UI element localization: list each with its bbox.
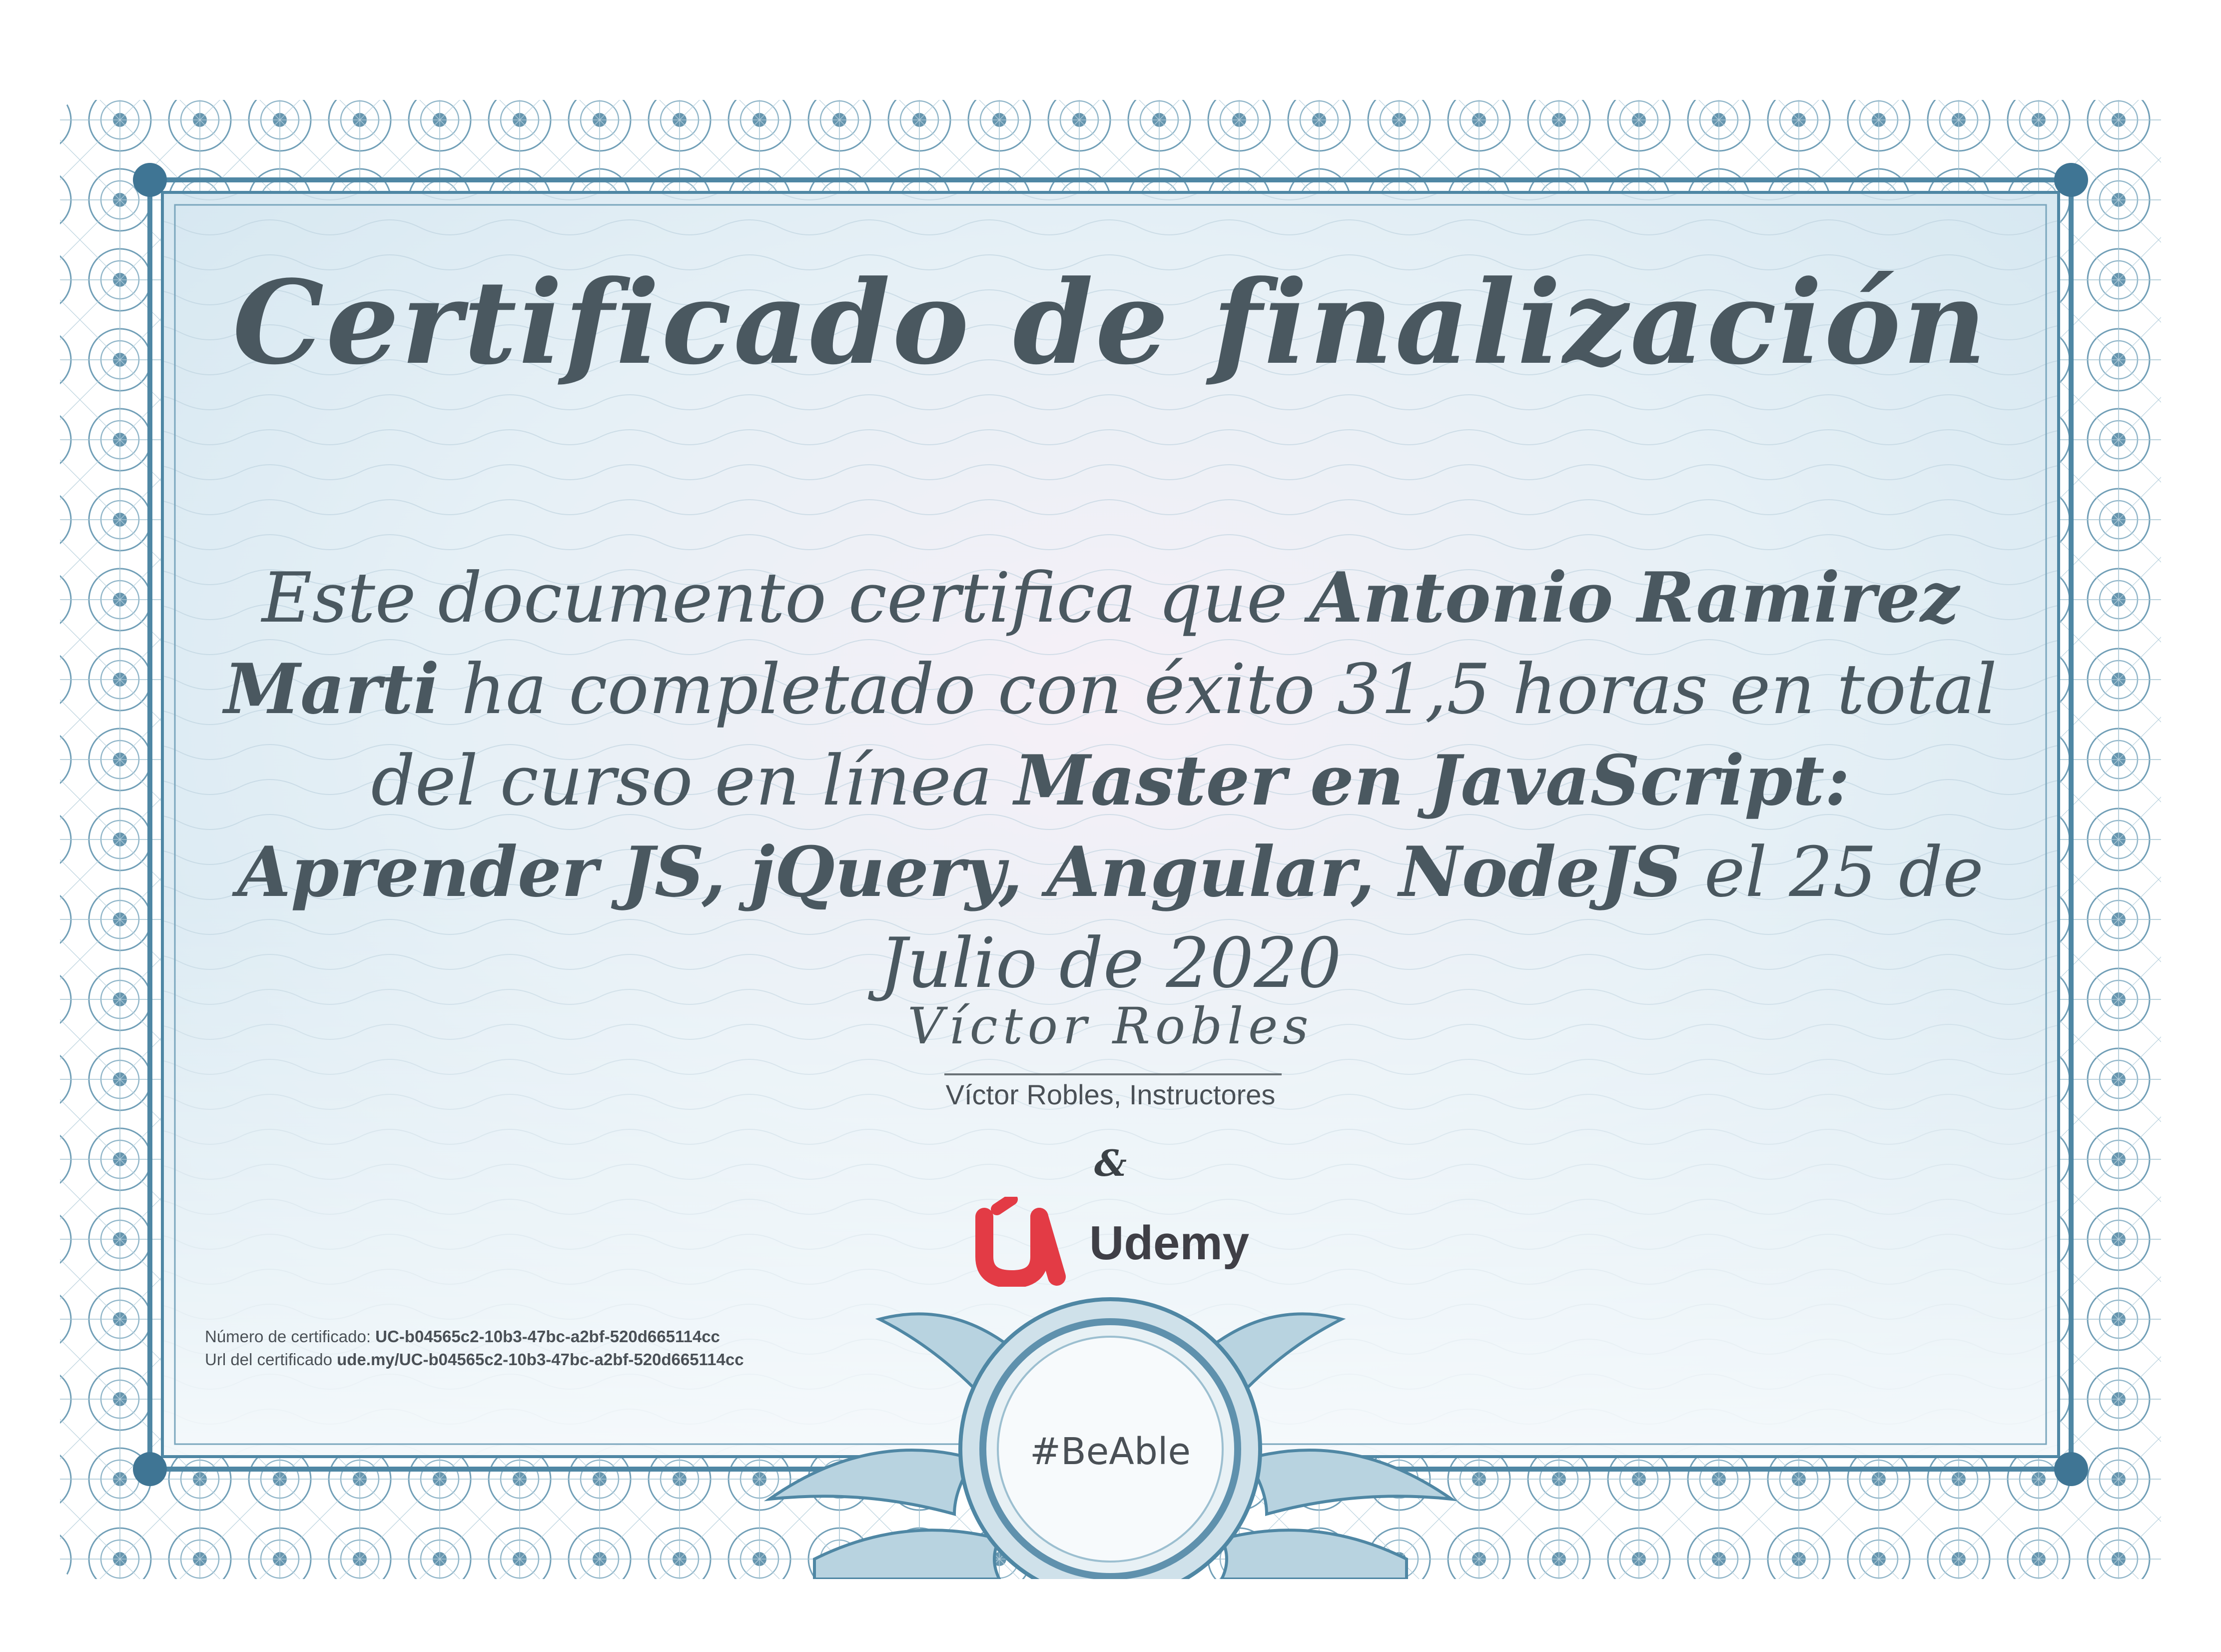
certificate-number-label: Número de certificado: [205, 1327, 376, 1346]
certificate-url[interactable]: ude.my/UC-b04565c2-10b3-47bc-a2bf-520d665114cc [337, 1350, 744, 1369]
completion-date: el 25 de Julio de 2020 [879, 832, 1984, 1003]
instructor-label: Víctor Robles, Instructores [945, 1079, 1276, 1110]
udemy-u-icon [969, 1197, 1074, 1287]
beable-badge-text: #BeAble [1030, 1430, 1191, 1473]
certificate-title: Certificado de finalización [232, 255, 1989, 390]
certificate-statement [210, 552, 2011, 1009]
student-name: Antonio Ramirez Marti [224, 557, 1960, 730]
certificate-url-row [205, 1348, 744, 1371]
ampersand: & [1094, 1142, 1127, 1184]
certificate-number-row [205, 1325, 744, 1348]
certificate-number: UC-b04565c2-10b3-47bc-a2bf-520d665114cc [375, 1327, 720, 1346]
udemy-logo [969, 1197, 1249, 1287]
instructor-signature: Víctor Robles [907, 997, 1314, 1055]
course-name: Master en JavaScript: Aprender JS, jQuery, Angular, NodeJS [237, 740, 1850, 912]
statement-intro: Este documento certifica que [261, 558, 1310, 638]
seal-badge [740, 1279, 1481, 1579]
signature-line [944, 1073, 1282, 1075]
statement-completed: ha completado con éxito 31,5 horas en total del curso en línea [371, 649, 1997, 821]
certificate-url-label: Url del certificado [205, 1350, 337, 1369]
certificate-info [205, 1325, 744, 1371]
udemy-wordmark: Udemy [1089, 1216, 1250, 1270]
